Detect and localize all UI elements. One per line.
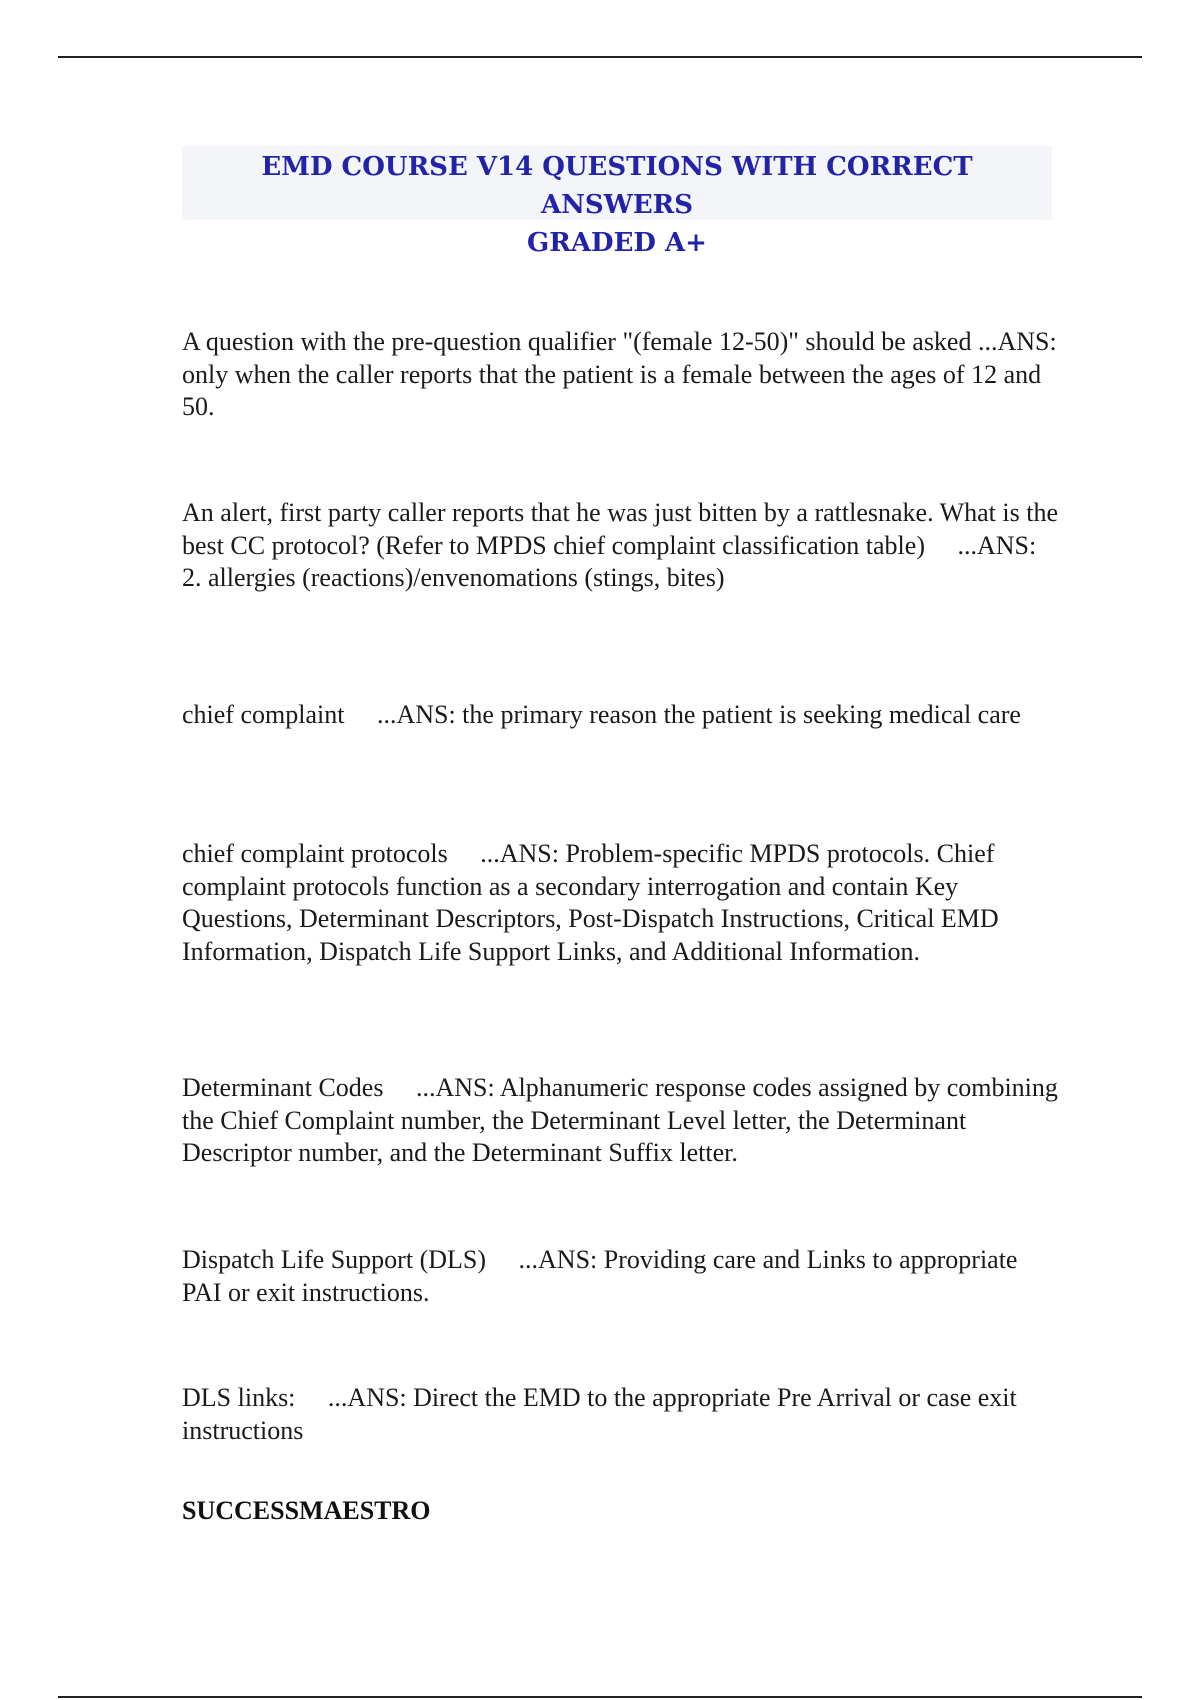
qa-answer: ...ANS: Providing care and Links to appropriate PAI or exit instructions.: [182, 1245, 1018, 1307]
qa-answer: ...ANS: 2. allergies (reactions)/envenomations (stings, bites): [182, 530, 1037, 592]
qa-term: chief complaint: [182, 700, 345, 729]
qa-term: Dispatch Life Support (DLS): [182, 1245, 487, 1274]
qa-term: Determinant Codes: [182, 1073, 384, 1102]
qa-answer: ...ANS: Alphanumeric response codes assigned by combining the Chief Complaint number, the Determinant Level letter, the Determinant Descriptor number, and the Determinant Suffix letter.: [182, 1073, 1058, 1167]
qa-entry: [182, 699, 1062, 732]
title-line-2: GRADED A+: [527, 228, 707, 258]
footer-brand: SUCCESSMAESTRO: [182, 1496, 431, 1525]
qa-term: DLS links:: [182, 1383, 296, 1412]
qa-answer: ...ANS: Problem-specific MPDS protocols. Chief complaint protocols function as a secondary interrogation and contain Key Questions, Determinant Descriptors, Post-Dispatch Instructions, Critical EMD Information, Dispatch Life Support Links, and Additional Information.: [182, 839, 999, 966]
qa-term: chief complaint protocols: [182, 839, 448, 868]
qa-entry: [182, 1382, 1062, 1447]
qa-answer: ...ANS: Direct the EMD to the appropriate Pre Arrival or case exit instructions: [182, 1383, 1017, 1445]
qa-term: A question with the pre-question qualifier "(female 12-50)" should be asked: [182, 327, 972, 356]
qa-answer: ...ANS: the primary reason the patient is seeking medical care: [376, 700, 1021, 729]
qa-entry: [182, 497, 1062, 595]
qa-answer: ...ANS: only when the caller reports that the patient is a female between the ages of 12 and 50.: [182, 327, 1057, 421]
qa-entry: [182, 1244, 1062, 1309]
title-line-1: EMD COURSE V14 QUESTIONS WITH CORRECT ANSWERS: [261, 152, 973, 220]
document-title: [182, 146, 1052, 258]
bottom-rule: [58, 1696, 1142, 1698]
qa-entry: [182, 838, 1062, 968]
qa-entry: [182, 326, 1062, 424]
top-rule: [58, 56, 1142, 58]
qa-term: An alert, first party caller reports that he was just bitten by a rattlesnake. What is the best CC protocol? (Refer to MPDS chief complaint classification table): [182, 498, 1059, 560]
qa-entry: [182, 1072, 1062, 1170]
